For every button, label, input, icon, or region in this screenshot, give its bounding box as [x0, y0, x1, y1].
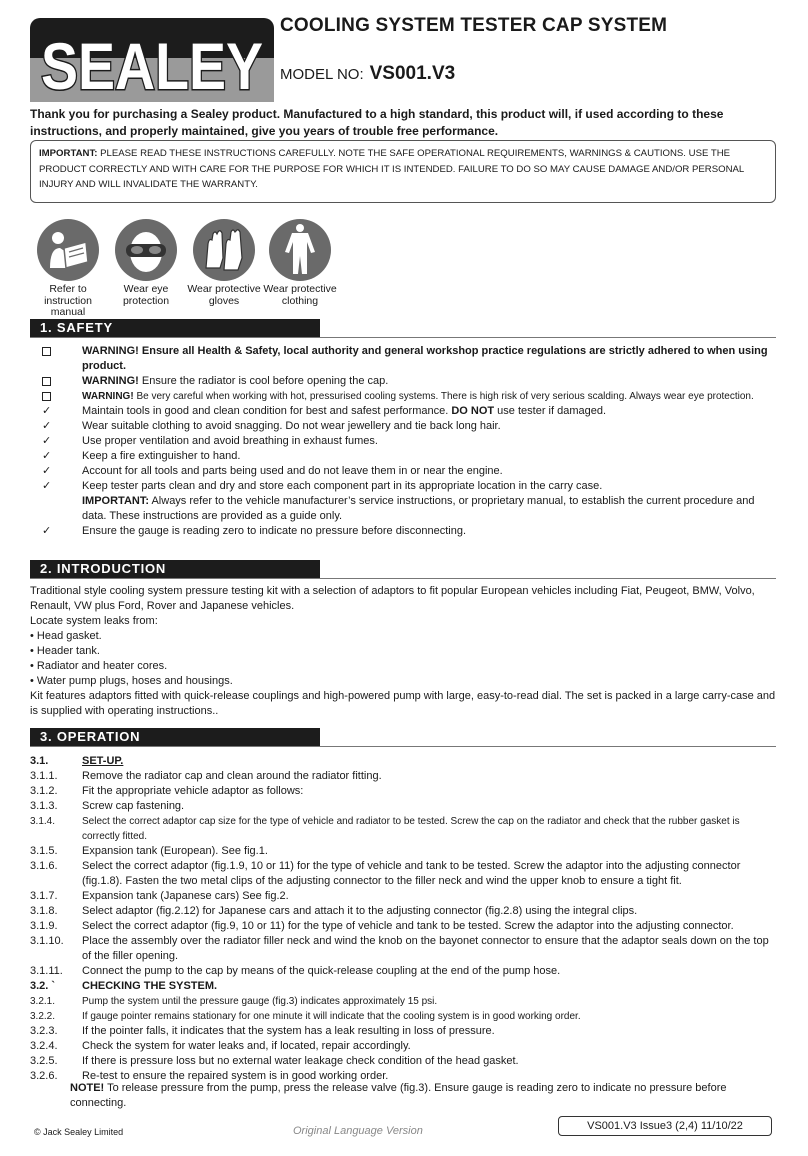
intro-bullet: • Water pump plugs, hoses and housings. [30, 675, 233, 687]
pictogram-label: Wear protective gloves [187, 283, 261, 307]
step-text: Select adaptor (fig.2.12) for Japanese cars and attach it to the adjusting connector (fig.2.8) using the integral clips. [82, 905, 638, 917]
operation-steps [30, 754, 778, 1111]
safety-check-item: ✓ Maintain tools in good and clean condition for best and safest performance. DO NOT use tester if damaged. [42, 405, 607, 417]
operation-step [30, 1039, 778, 1054]
safety-check-item: ✓ Keep tester parts clean and dry and store each component part in its appropriate location in the carry case. IMPORTANT: Always refer to the vehicle manufacturer’s service instructions, or proprietary manual, to establish the current procedure and data. These instructions are provided as a guide only. [42, 480, 755, 522]
page-title: COOLING SYSTEM TESTER CAP SYSTEM [280, 15, 668, 36]
safety-check-item: ✓ Keep a fire extinguisher to hand. [42, 450, 241, 462]
goggles-icon [114, 218, 178, 282]
step-text: CHECKING THE SYSTEM. [82, 980, 218, 992]
check-icon: ✓ [42, 525, 52, 537]
step-text: Select the correct adaptor (fig.9, 10 or 11) for the type of vehicle and tank to be tested. Screw the adaptor into the adjusting connector. [82, 920, 734, 932]
step-text: If there is pressure loss but no external water leakage check condition of the head gasket. [82, 1055, 519, 1067]
step-text: Place the assembly over the radiator filler neck and wind the knob on the bayonet connector to ensure that the adaptor seals down on the top of the filler opening. [82, 935, 769, 962]
operation-step [30, 964, 778, 979]
operation-step [30, 859, 778, 889]
operation-step [30, 934, 778, 964]
footer-version: VS001.V3 Issue3 (2,4) 11/10/22 [558, 1116, 772, 1136]
step-number: 3.1.5. [30, 845, 58, 857]
check-icon: ✓ [42, 420, 52, 432]
important-text: PLEASE READ THESE INSTRUCTIONS CAREFULLY. NOTE THE SAFE OPERATIONAL REQUIREMENTS, WARNINGS & CAUTIONS. USE THE PRODUCT CORRECTLY AND WITH CARE FOR THE PURPOSE FOR WHICH IT IS INTENDED. FAILURE TO DO SO MAY CAUSE DAMAGE AND/OR PERSONAL INJURY AND WILL INVALIDATE THE WARRANTY. [39, 148, 744, 190]
operation-step [30, 1054, 778, 1069]
operation-step [30, 1024, 778, 1039]
step-number: 3.2. ` [30, 980, 56, 992]
step-text: Connect the pump to the cap by means of the quick-release coupling at the end of the pump hose. [82, 965, 561, 977]
safety-list [30, 344, 776, 539]
intro-bullet: • Header tank. [30, 645, 100, 657]
sealey-logo [30, 18, 274, 102]
logo-wordmark [30, 18, 274, 102]
note-label: NOTE! [70, 1082, 105, 1094]
step-text: Screw cap fastening. [82, 800, 185, 812]
safety-warning: WARNING! Be very careful when working with hot, pressurised cooling systems. There is high risk of very serious scalding. Always wear eye protection. [30, 389, 776, 404]
important-label: IMPORTANT: [39, 148, 98, 159]
operation-step [30, 1009, 778, 1024]
section-divider [30, 746, 776, 747]
model-number: VS001.V3 [369, 63, 456, 84]
safety-warning: WARNING! Ensure the radiator is cool before opening the cap. [30, 374, 776, 389]
step-text: If gauge pointer remains stationary for one minute it will indicate that the cooling system is in good working order. [82, 1011, 581, 1022]
step-text: Select the correct adaptor cap size for the type of vehicle and radiator to be tested. Screw the cap on the radiator and check that the rubber gasket is correctly fitted. [82, 816, 740, 842]
step-text: Pump the system until the pressure gauge (fig.3) indicates approximately 15 psi. [82, 996, 438, 1007]
intro-paragraph: Traditional style cooling system pressure testing kit with a selection of adaptors to fit popular European vehicles including Fiat, Peugeot, BMW, Volvo, Renault, VW plus Ford, Rover and Japanese vehicles. [30, 585, 755, 612]
check-icon: ✓ [42, 465, 52, 477]
overalls-icon [268, 218, 332, 282]
step-number: 3.2.2. [30, 1011, 56, 1022]
check-icon: ✓ [42, 405, 52, 417]
step-text: Check the system for water leaks and, if located, repair accordingly. [82, 1040, 411, 1052]
step-number: 3.1.8. [30, 905, 58, 917]
step-number: 3.2.3. [30, 1025, 58, 1037]
note-text: To release pressure from the pump, press the release valve (fig.3). Ensure gauge is reading zero to indicate no pressure before connecting. [70, 1082, 727, 1109]
step-number: 3.1.7. [30, 890, 58, 902]
model-label: MODEL NO: [280, 66, 364, 83]
safety-pictograms [30, 218, 337, 318]
pictogram-manual [30, 218, 106, 319]
pictogram-label: Wear protective clothing [263, 283, 337, 307]
step-text: Fit the appropriate vehicle adaptor as follows: [82, 785, 304, 797]
step-number: 3.1.1. [30, 770, 58, 782]
svg-text:SEALEY: SEALEY [41, 29, 263, 103]
step-number: 3.1.2. [30, 785, 58, 797]
safety-check-item: ✓ Use proper ventilation and avoid breathing in exhaust fumes. [42, 435, 378, 447]
step-number: 3.1.3. [30, 800, 58, 812]
manual-icon [36, 218, 100, 282]
operation-step [30, 979, 778, 994]
step-number: 3.2.5. [30, 1055, 58, 1067]
introduction-text [30, 584, 778, 719]
check-icon: ✓ [42, 450, 52, 462]
intro-paragraph: Kit features adaptors fitted with quick-release couplings and high-powered pump with large, easy-to-read dial. The set is packed in a large carry-case and is supplied with operating instructions.. [30, 690, 776, 717]
step-number: 3.1.9. [30, 920, 58, 932]
safety-check-item: ✓ Ensure the gauge is reading zero to indicate no pressure before disconnecting. [42, 525, 467, 537]
pictogram-label: Wear eye protection [122, 283, 170, 307]
step-text: Remove the radiator cap and clean around the radiator fitting. [82, 770, 382, 782]
operation-step [30, 754, 778, 769]
check-icon: ✓ [42, 435, 52, 447]
operation-step [30, 814, 778, 844]
pictogram-clothing [262, 218, 338, 307]
section-heading-introduction: 2. INTRODUCTION [30, 560, 320, 578]
operation-step [30, 994, 778, 1009]
gloves-icon [192, 218, 256, 282]
intro-bullet: • Radiator and heater cores. [30, 660, 168, 672]
step-number: 3.1. [30, 755, 49, 767]
important-notice [30, 140, 776, 203]
step-text: SET-UP. [82, 755, 124, 767]
checkbox-icon [42, 392, 51, 401]
section-divider [30, 337, 776, 338]
step-text: Expansion tank (Japanese cars) See fig.2. [82, 890, 289, 902]
step-number: 3.1.10. [30, 935, 64, 947]
safety-check-item: ✓ Account for all tools and parts being used and do not leave them in or near the engine. [42, 465, 503, 477]
section-divider [30, 578, 776, 579]
step-number: 3.1.6. [30, 860, 58, 872]
step-text: Select the correct adaptor (fig.1.9, 10 or 11) for the type of vehicle and tank to be tested. Screw the adaptor into the adjusting connector (fig.1.8). Fasten the two metal clips of the adjusting connector to the filler neck and wind the upper knob to ensure a tight fit. [82, 860, 741, 887]
operation-step [30, 919, 778, 934]
footer-language: Original Language Version [293, 1125, 423, 1137]
pictogram-gloves [186, 218, 262, 307]
footer-copyright: © Jack Sealey Limited [34, 1127, 124, 1137]
checkbox-icon [42, 347, 51, 356]
operation-step [30, 844, 778, 859]
checkbox-icon [42, 377, 51, 386]
step-number: 3.2.1. [30, 996, 56, 1007]
step-number: 3.2.6. [30, 1070, 58, 1082]
operation-step [30, 904, 778, 919]
operation-step [30, 769, 778, 784]
operation-step [30, 889, 778, 904]
model-line [280, 63, 455, 85]
safety-check-item: ✓ Wear suitable clothing to avoid snagging. Do not wear jewellery and tie back long hair. [42, 420, 501, 432]
safety-warning: WARNING! Ensure all Health & Safety, local authority and general workshop practice regulations are strictly adhered to when using product. [30, 344, 776, 374]
section-heading-operation: 3. OPERATION [30, 728, 320, 746]
step-number: 3.1.4. [30, 816, 56, 827]
step-text: If the pointer falls, it indicates that the system has a leak resulting in loss of pressure. [82, 1025, 495, 1037]
check-icon: ✓ [42, 480, 52, 492]
step-text: Expansion tank (European). See fig.1. [82, 845, 268, 857]
operation-note [30, 1081, 778, 1111]
intro-paragraph: Locate system leaks from: [30, 615, 158, 627]
step-number: 3.2.4. [30, 1040, 58, 1052]
step-text: Re-test to ensure the repaired system is in good working order. [82, 1070, 389, 1082]
operation-step [30, 799, 778, 814]
intro-bullet: • Head gasket. [30, 630, 102, 642]
thank-you-text: Thank you for purchasing a Sealey product. Manufactured to a high standard, this product will, if used according to these instructions, and properly maintained, give you years of trouble free performance. [30, 107, 724, 138]
pictogram-eye-protection [108, 218, 184, 307]
step-number: 3.1.11. [30, 965, 63, 977]
operation-step [30, 784, 778, 799]
pictogram-label: Refer to instruction manual [44, 283, 92, 318]
section-heading-safety: 1. SAFETY [30, 319, 320, 337]
